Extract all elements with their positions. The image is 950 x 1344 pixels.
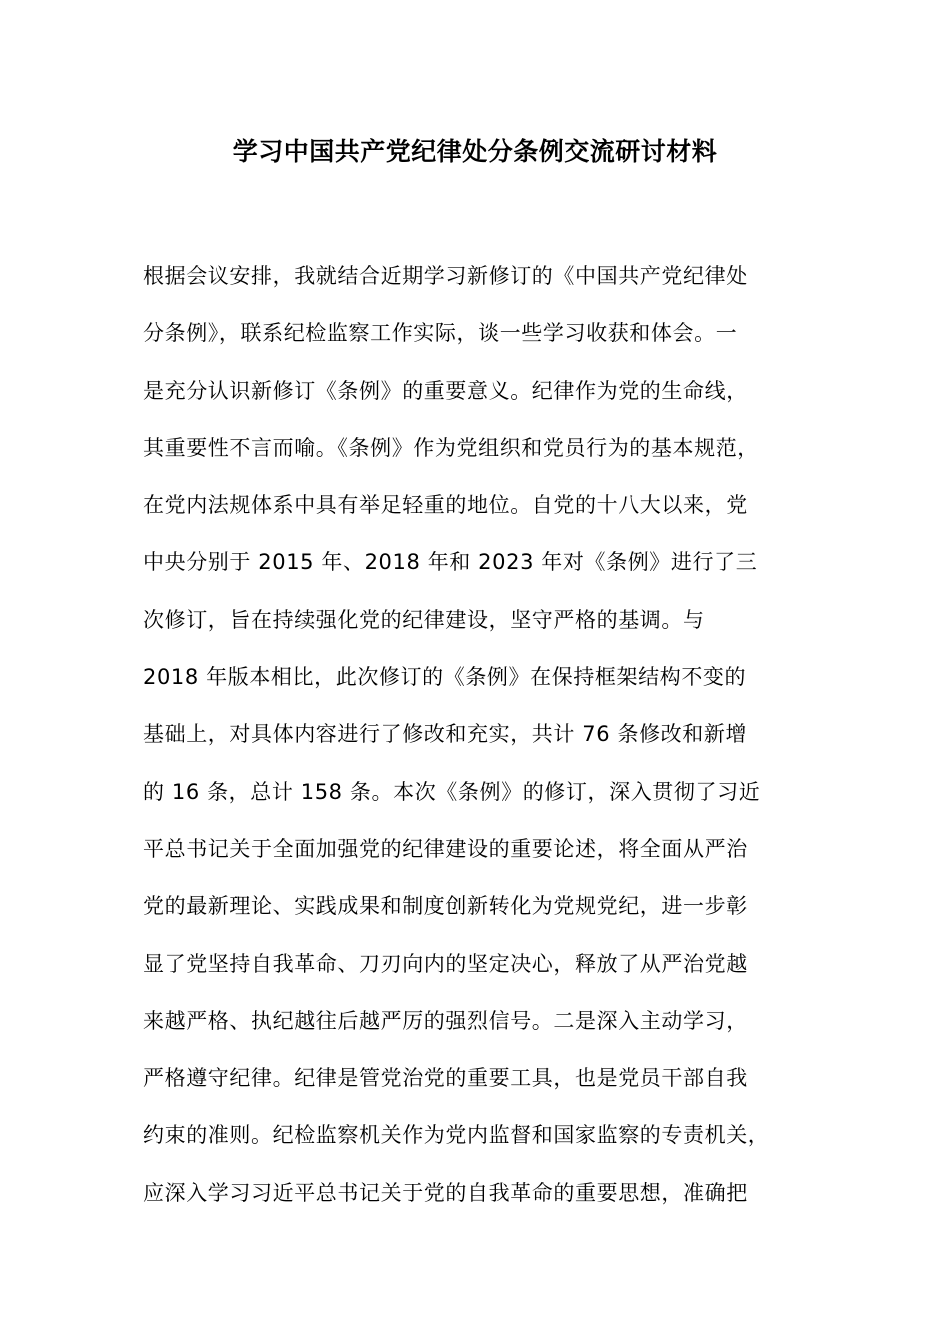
- body-line: 根据会议安排，我就结合近期学习新修订的《中国共产党纪律处: [143, 264, 748, 288]
- body-line: 是充分认识新修订《条例》的重要意义。纪律作为党的生命线，: [143, 378, 748, 403]
- body-line: 严格遵守纪律。纪律是管党治党的重要工具，也是党员干部自我: [143, 1066, 748, 1091]
- body-line: 次修订，旨在持续强化党的纪律建设，坚守严格的基调。与: [143, 607, 705, 632]
- body-line: 党的最新理论、实践成果和制度创新转化为党规党纪，进一步彰: [143, 894, 748, 919]
- body-line: 2018 年版本相比，此次修订的《条例》在保持框架结构不变的: [143, 665, 747, 690]
- body-line: 显了党坚持自我革命、刀刃向内的坚定决心，释放了从严治党越: [143, 951, 748, 976]
- document-body: [143, 248, 843, 1222]
- body-line: 的 16 条，总计 158 条。本次《条例》的修订，深入贯彻了习近: [143, 779, 761, 804]
- body-line: 分条例》，联系纪检监察工作实际，谈一些学习收获和体会。一: [143, 321, 738, 346]
- body-line: 其重要性不言而喻。《条例》作为党组织和党员行为的基本规范，: [143, 435, 759, 460]
- body-line: 平总书记关于全面加强党的纪律建设的重要论述，将全面从严治: [143, 836, 748, 861]
- document-title: 学习中国共产党纪律处分条例交流研讨材料: [232, 137, 718, 166]
- body-line: 在党内法规体系中具有举足轻重的地位。自党的十八大以来，党: [143, 493, 748, 518]
- body-line: 约束的准则。纪检监察机关作为党内监督和国家监察的专责机关，: [143, 1123, 770, 1148]
- body-line: 中央分别于 2015 年、2018 年和 2023 年对《条例》进行了三: [143, 550, 758, 575]
- body-line: 基础上，对具体内容进行了修改和充实，共计 76 条修改和新增: [143, 722, 748, 747]
- body-line: 来越严格、执纪越往后越严厉的强烈信号。二是深入主动学习，: [143, 1008, 748, 1033]
- body-line: 应深入学习习近平总书记关于党的自我革命的重要思想，准确把: [143, 1180, 748, 1205]
